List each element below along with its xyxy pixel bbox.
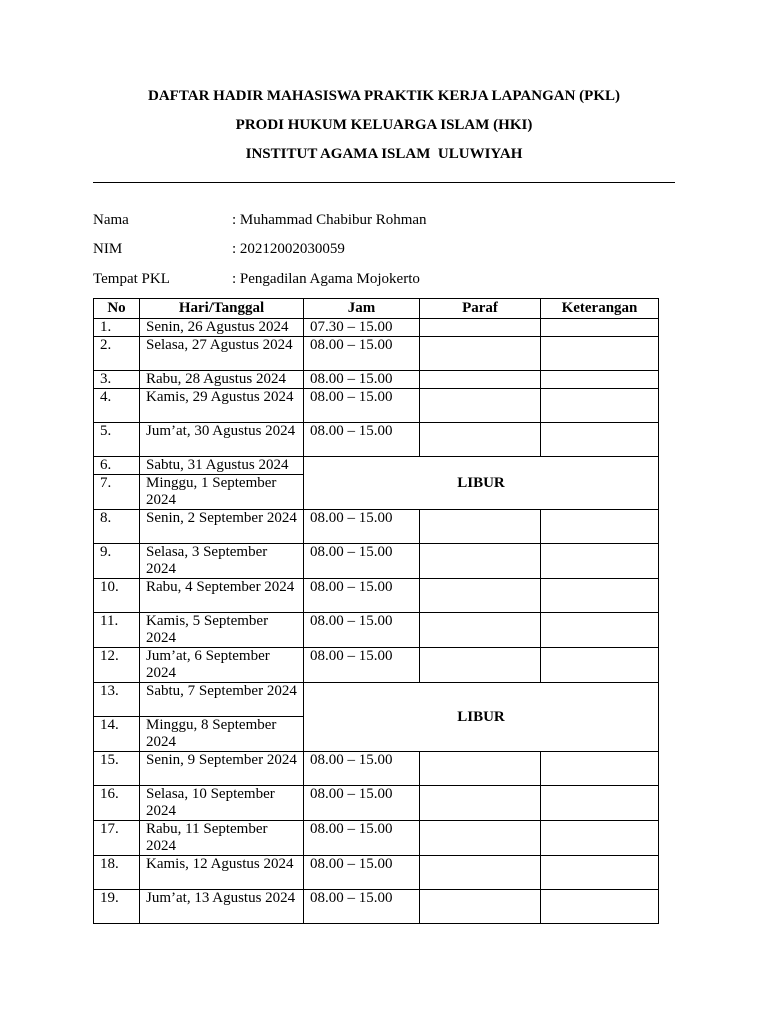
row-keterangan[interactable] [541, 510, 659, 544]
row-paraf[interactable] [420, 579, 541, 613]
row-keterangan[interactable] [541, 337, 659, 371]
row-no: 8. [94, 510, 140, 544]
row-jam: 08.00 – 15.00 [304, 371, 420, 389]
institute-title: INSTITUT AGAMA ISLAM ULUWIYAH [245, 146, 523, 162]
table-row [94, 821, 659, 856]
row-no: 10. [94, 579, 140, 613]
row-paraf[interactable] [420, 890, 541, 924]
document-title: DAFTAR HADIR MAHASISWA PRAKTIK KERJA LAPANGAN (PKL) [148, 88, 620, 104]
row-date: Selasa, 27 Agustus 2024 [140, 337, 304, 371]
row-date: Rabu, 4 September 2024 [140, 579, 304, 613]
row-no: 9. [94, 544, 140, 579]
row-jam: 07.30 – 15.00 [304, 319, 420, 337]
nama-label: Nama [93, 212, 129, 228]
row-keterangan[interactable] [541, 371, 659, 389]
table-row [94, 457, 659, 475]
libur-cell: LIBUR [304, 457, 659, 510]
table-row [94, 389, 659, 423]
row-keterangan[interactable] [541, 579, 659, 613]
row-no: 13. [94, 683, 140, 717]
row-jam: 08.00 – 15.00 [304, 648, 420, 683]
row-no: 2. [94, 337, 140, 371]
row-paraf[interactable] [420, 337, 541, 371]
row-no: 15. [94, 752, 140, 786]
row-date: Jum’at, 30 Agustus 2024 [140, 423, 304, 457]
row-paraf[interactable] [420, 648, 541, 683]
table-row [94, 337, 659, 371]
table-row [94, 786, 659, 821]
table-row [94, 371, 659, 389]
row-date: Minggu, 1 September 2024 [140, 475, 304, 510]
table-row [94, 890, 659, 924]
tempat-value: : Pengadilan Agama Mojokerto [232, 271, 420, 287]
row-jam: 08.00 – 15.00 [304, 337, 420, 371]
table-row [94, 423, 659, 457]
row-paraf[interactable] [420, 389, 541, 423]
row-keterangan[interactable] [541, 856, 659, 890]
row-paraf[interactable] [420, 821, 541, 856]
row-no: 14. [94, 717, 140, 752]
row-no: 18. [94, 856, 140, 890]
row-no: 5. [94, 423, 140, 457]
table-row [94, 683, 659, 717]
row-paraf[interactable] [420, 544, 541, 579]
row-no: 7. [94, 475, 140, 510]
row-date: Senin, 9 September 2024 [140, 752, 304, 786]
table-header-row [94, 299, 659, 319]
row-keterangan[interactable] [541, 613, 659, 648]
attendance-table [93, 298, 659, 924]
row-jam: 08.00 – 15.00 [304, 389, 420, 423]
row-date: Selasa, 3 September 2024 [140, 544, 304, 579]
row-keterangan[interactable] [541, 389, 659, 423]
row-date: Jum’at, 13 Agustus 2024 [140, 890, 304, 924]
row-no: 17. [94, 821, 140, 856]
libur-cell: LIBUR [304, 683, 659, 752]
row-date: Sabtu, 31 Agustus 2024 [140, 457, 304, 475]
row-date: Jum’at, 6 September 2024 [140, 648, 304, 683]
table-row [94, 648, 659, 683]
row-keterangan[interactable] [541, 648, 659, 683]
row-date: Selasa, 10 September 2024 [140, 786, 304, 821]
row-paraf[interactable] [420, 510, 541, 544]
row-paraf[interactable] [420, 613, 541, 648]
row-no: 16. [94, 786, 140, 821]
row-date: Kamis, 29 Agustus 2024 [140, 389, 304, 423]
row-keterangan[interactable] [541, 423, 659, 457]
program-title: PRODI HUKUM KELUARGA ISLAM (HKI) [235, 117, 533, 133]
row-keterangan[interactable] [541, 752, 659, 786]
row-paraf[interactable] [420, 319, 541, 337]
row-keterangan[interactable] [541, 821, 659, 856]
row-date: Minggu, 8 September 2024 [140, 717, 304, 752]
row-date: Senin, 2 September 2024 [140, 510, 304, 544]
row-jam: 08.00 – 15.00 [304, 423, 420, 457]
header-hari-tanggal: Hari/Tanggal [140, 299, 304, 319]
row-jam: 08.00 – 15.00 [304, 510, 420, 544]
header-jam: Jam [304, 299, 420, 319]
nim-value: : 20212002030059 [232, 241, 345, 257]
table-row [94, 579, 659, 613]
row-no: 11. [94, 613, 140, 648]
row-date: Rabu, 11 September 2024 [140, 821, 304, 856]
row-no: 3. [94, 371, 140, 389]
row-jam: 08.00 – 15.00 [304, 752, 420, 786]
row-no: 1. [94, 319, 140, 337]
table-row [94, 544, 659, 579]
row-keterangan[interactable] [541, 786, 659, 821]
row-no: 6. [94, 457, 140, 475]
table-row [94, 613, 659, 648]
table-row [94, 510, 659, 544]
row-date: Sabtu, 7 September 2024 [140, 683, 304, 717]
row-no: 12. [94, 648, 140, 683]
row-jam: 08.00 – 15.00 [304, 786, 420, 821]
row-no: 19. [94, 890, 140, 924]
row-keterangan[interactable] [541, 544, 659, 579]
row-paraf[interactable] [420, 856, 541, 890]
nim-label: NIM [93, 241, 123, 257]
header-keterangan: Keterangan [541, 299, 659, 319]
row-jam: 08.00 – 15.00 [304, 821, 420, 856]
row-paraf[interactable] [420, 423, 541, 457]
table-row [94, 856, 659, 890]
header-divider [93, 182, 675, 183]
row-jam: 08.00 – 15.00 [304, 579, 420, 613]
header-no: No [94, 299, 140, 319]
row-keterangan[interactable] [541, 319, 659, 337]
row-jam: 08.00 – 15.00 [304, 544, 420, 579]
row-jam: 08.00 – 15.00 [304, 890, 420, 924]
row-paraf[interactable] [420, 786, 541, 821]
table-row [94, 752, 659, 786]
header-paraf: Paraf [420, 299, 541, 319]
row-date: Kamis, 12 Agustus 2024 [140, 856, 304, 890]
row-jam: 08.00 – 15.00 [304, 613, 420, 648]
row-date: Kamis, 5 September 2024 [140, 613, 304, 648]
table-row [94, 319, 659, 337]
row-date: Rabu, 28 Agustus 2024 [140, 371, 304, 389]
row-no: 4. [94, 389, 140, 423]
row-paraf[interactable] [420, 752, 541, 786]
row-paraf[interactable] [420, 371, 541, 389]
tempat-label: Tempat PKL [93, 271, 170, 287]
nama-value: : Muhammad Chabibur Rohman [232, 212, 427, 228]
row-keterangan[interactable] [541, 890, 659, 924]
row-jam: 08.00 – 15.00 [304, 856, 420, 890]
row-date: Senin, 26 Agustus 2024 [140, 319, 304, 337]
